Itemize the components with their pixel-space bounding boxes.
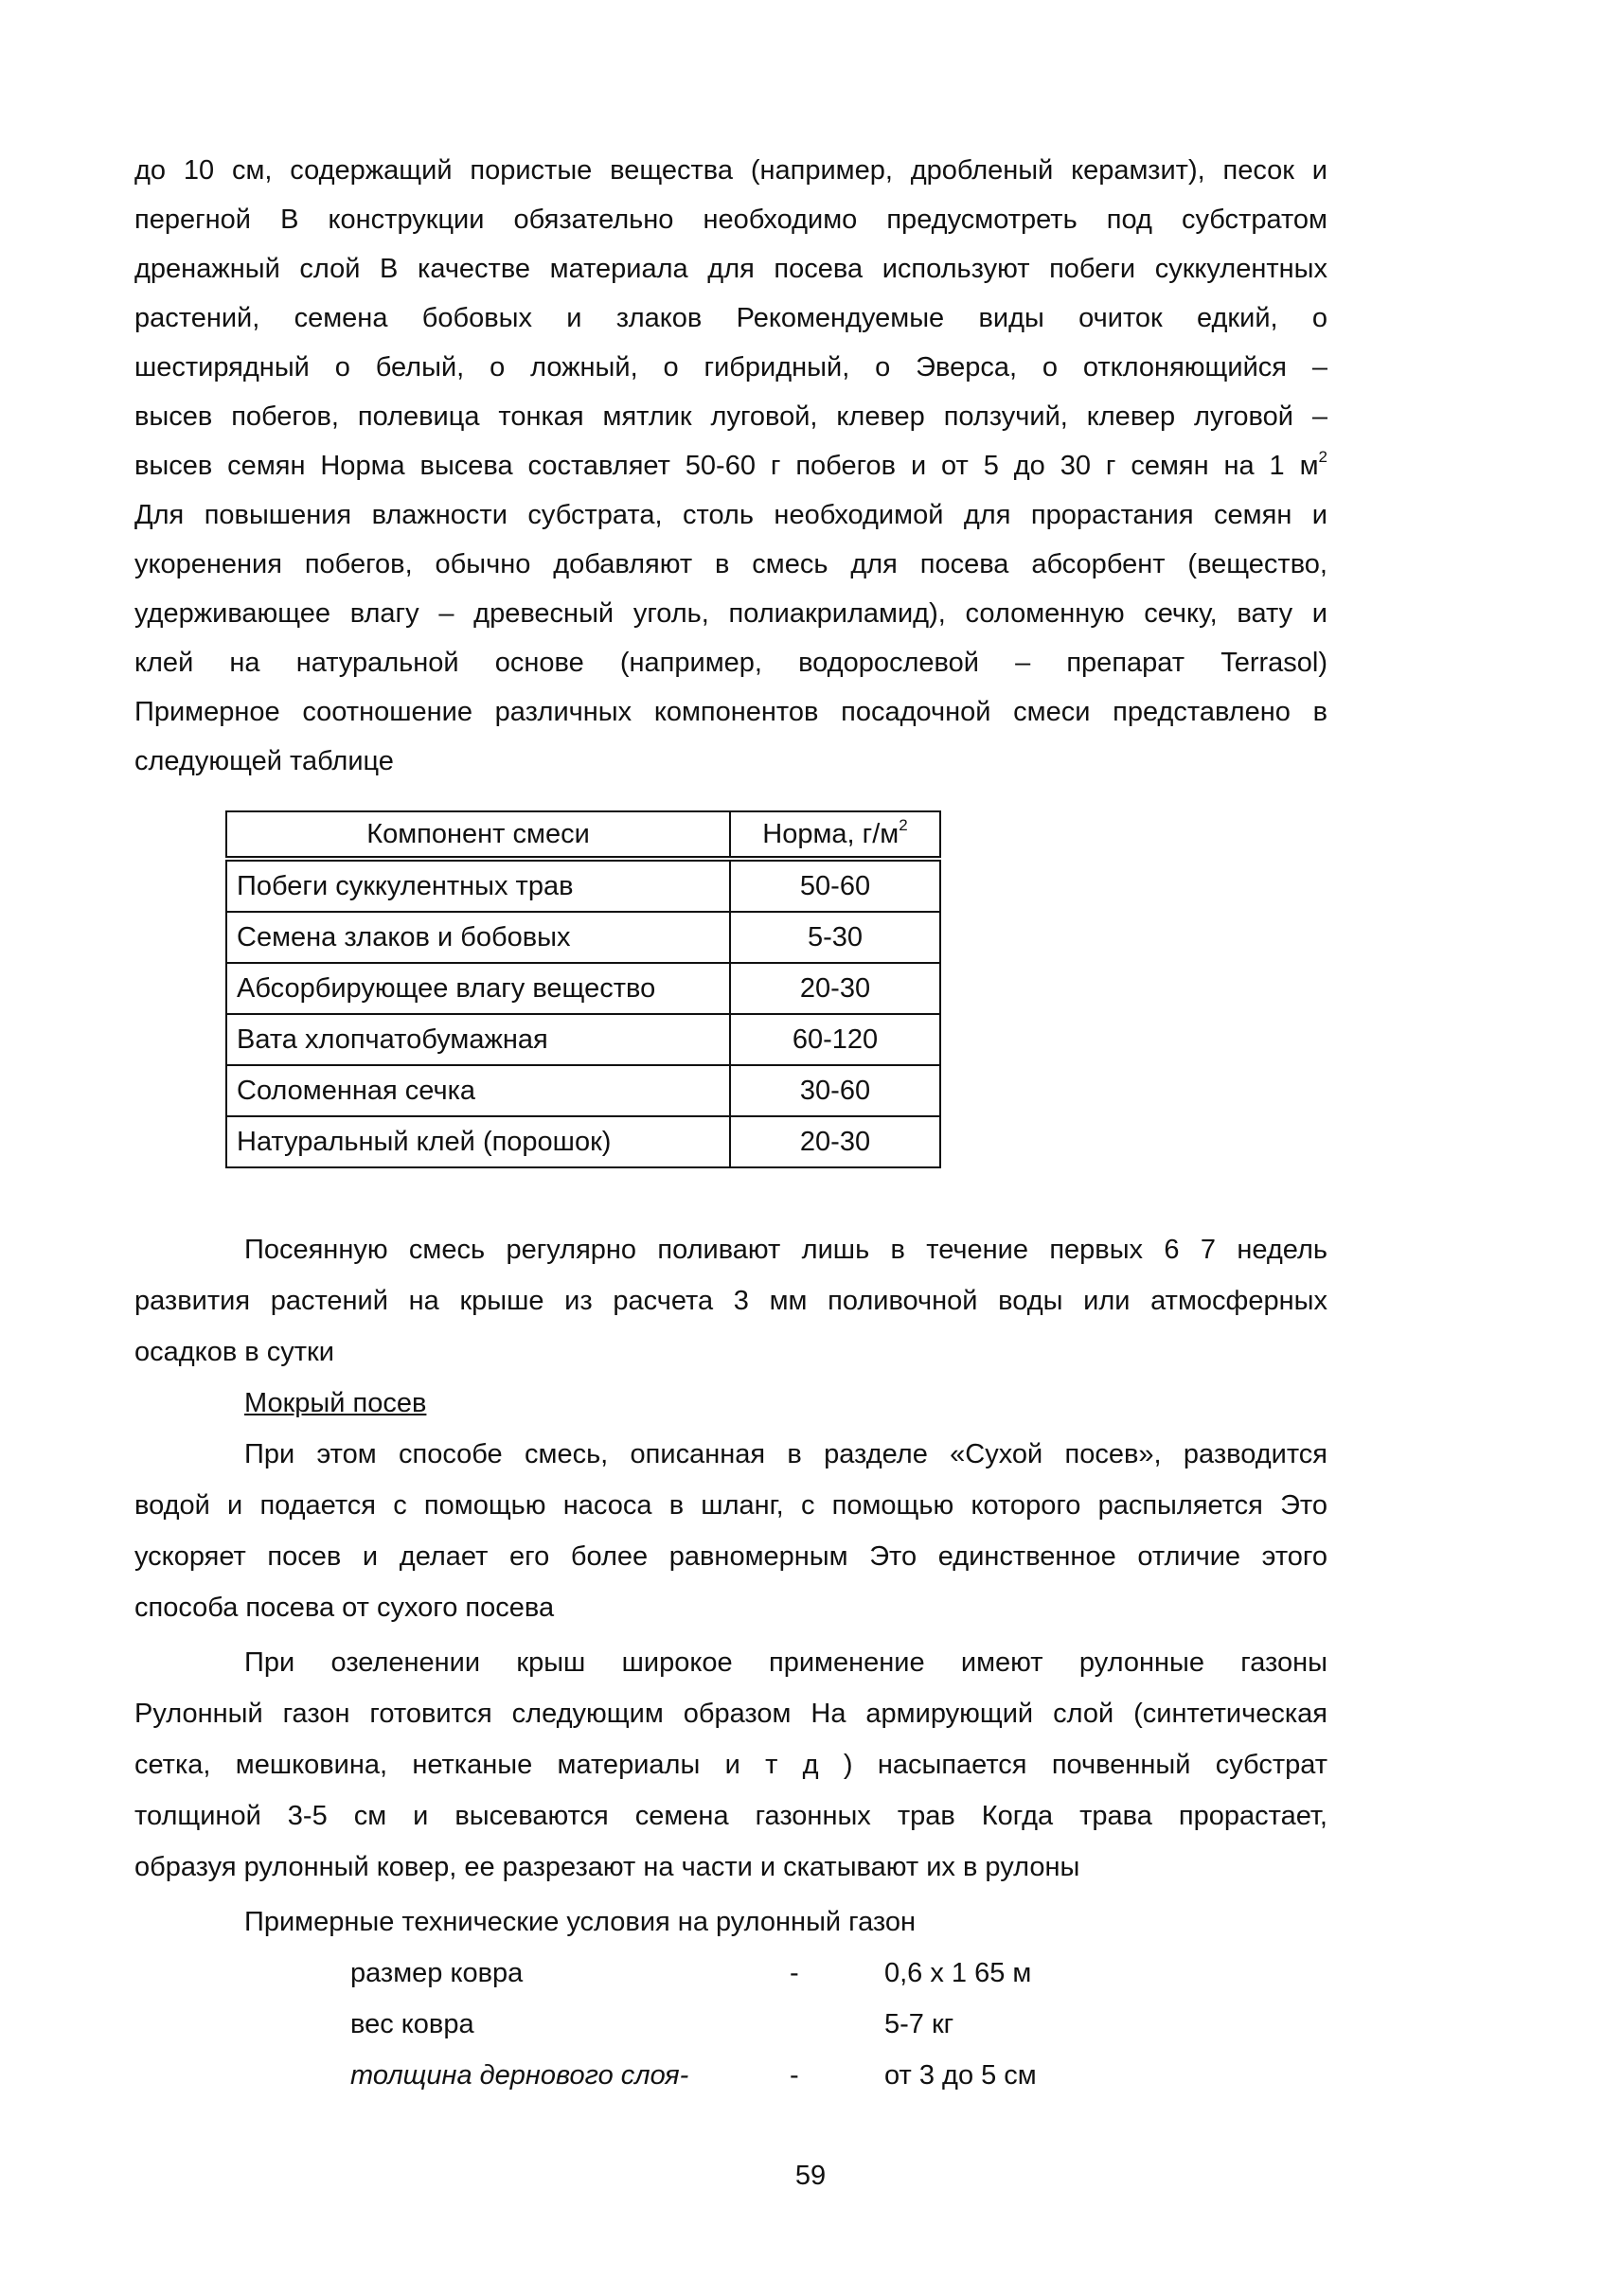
table-row	[226, 859, 940, 912]
table-cell-norm: 50-60	[730, 859, 940, 912]
text-line: укоренения побегов, обычно добавляют в смесь для посева абсорбент (вещество,	[134, 549, 1327, 579]
text-line: растений, семена бобовых и злаков Рекомендуемые виды очиток едкий, о	[134, 303, 1327, 333]
text-line: Примерное соотношение различных компонентов посадочной смеси представлено в	[134, 697, 1327, 727]
text-line: Для повышения влажности субстрата, столь необходимой для прорастания семян и	[134, 500, 1327, 530]
spec-value: 0,6 х 1 65 м	[884, 1958, 1032, 1988]
table-cell-component: Семена злаков и бобовых	[226, 912, 730, 963]
text-line: до 10 см, содержащий пористые вещества (например, дробленый керамзит), песок и	[134, 155, 1327, 186]
table-row	[226, 963, 940, 1014]
text-line: высев побегов, полевица тонкая мятлик луговой, клевер ползучий, клевер луговой –	[134, 401, 1327, 432]
table-cell-norm: 5-30	[730, 912, 940, 963]
mix-table	[225, 810, 941, 1168]
table-row	[226, 1065, 940, 1116]
text-line: клей на натуральной основе (например, водорослевой – препарат Terrasol)	[134, 648, 1327, 678]
table-cell-component: Соломенная сечка	[226, 1065, 730, 1116]
text-line: удерживающее влагу – древесный уголь, полиакриламид), соломенную сечку, вату и	[134, 598, 1327, 629]
spec-name: вес ковра	[350, 2009, 474, 2039]
text-line: осадков в сутки	[134, 1337, 334, 1367]
text-line: сетка, мешковина, нетканые материалы и т д ) насыпается почвенный субстрат	[134, 1750, 1327, 1780]
section-heading	[244, 1384, 1327, 1422]
table-cell-norm: 20-30	[730, 963, 940, 1014]
text-line: дренажный слой В качестве материала для посева используют побеги суккулентных	[134, 254, 1327, 284]
spec-dash: -	[790, 2060, 799, 2091]
table-cell-norm: 30-60	[730, 1065, 940, 1116]
table-header-norm	[730, 811, 940, 859]
spec-value: от 3 до 5 см	[884, 2060, 1037, 2091]
spec-title: Примерные технические условия на рулонный газон	[244, 1907, 917, 1937]
table-row	[226, 1116, 940, 1167]
text-line: При этом способе смесь, описанная в разделе «Сухой посев», разводится	[244, 1439, 1327, 1469]
table-cell-component: Абсорбирующее влагу вещество	[226, 963, 730, 1014]
text-line-with-superscript	[134, 447, 1327, 485]
table-row	[226, 1014, 940, 1065]
text-line: образуя рулонный ковер, ее разрезают на части и скатывают их в рулоны	[134, 1852, 1080, 1882]
table-cell-norm: 60-120	[730, 1014, 940, 1065]
heading-text: Мокрый посев	[244, 1388, 427, 1418]
superscript: 2	[899, 815, 908, 834]
spec-name: толщина дернового слоя-	[350, 2060, 689, 2091]
table-cell-component: Натуральный клей (порошок)	[226, 1116, 730, 1167]
table-row	[226, 912, 940, 963]
text-line: Рулонный газон готовится следующим образом На армирующий слой (синтетическая	[134, 1699, 1327, 1729]
text-line: шестирядный о белый, о ложный, о гибридный, о Эверса, о отклоняющийся –	[134, 352, 1327, 383]
text-line: способа посева от сухого посева	[134, 1593, 555, 1623]
text-line: ускоряет посев и делает его более равномерным Это единственное отличие этого	[134, 1541, 1327, 1572]
text-line: толщиной 3-5 см и высеваются семена газонных трав Когда трава прорастает,	[134, 1801, 1327, 1831]
text-line: следующей таблице	[134, 746, 394, 776]
table-header-row	[226, 811, 940, 859]
text-line: развития растений на крыше из расчета 3 мм поливочной воды или атмосферных	[134, 1286, 1327, 1316]
spec-value: 5-7 кг	[884, 2009, 954, 2039]
text-line: перегной В конструкции обязательно необходимо предусмотреть под субстратом	[134, 205, 1327, 235]
text-line: высев семян Норма высева составляет 50-60 г побегов и от 5 до 30 г семян на 1 м	[134, 451, 1319, 481]
text-line: водой и подается с помощью насоса в шланг, с помощью которого распыляется Это	[134, 1490, 1327, 1521]
header-text: Норма, г/м	[762, 818, 900, 849]
superscript: 2	[1318, 448, 1327, 467]
text-line: При озеленении крыш широкое применение имеют рулонные газоны	[244, 1647, 1327, 1678]
table-header-component: Компонент смеси	[226, 811, 730, 859]
spec-name: размер ковра	[350, 1958, 524, 1988]
table-cell-norm: 20-30	[730, 1116, 940, 1167]
table-cell-component: Побеги суккулентных трав	[226, 859, 730, 912]
spec-dash: -	[790, 1958, 799, 1988]
table-cell-component: Вата хлопчатобумажная	[226, 1014, 730, 1065]
page-number: 59	[794, 2161, 827, 2191]
text-line: Посеянную смесь регулярно поливают лишь в течение первых 6 7 недель	[244, 1235, 1327, 1265]
